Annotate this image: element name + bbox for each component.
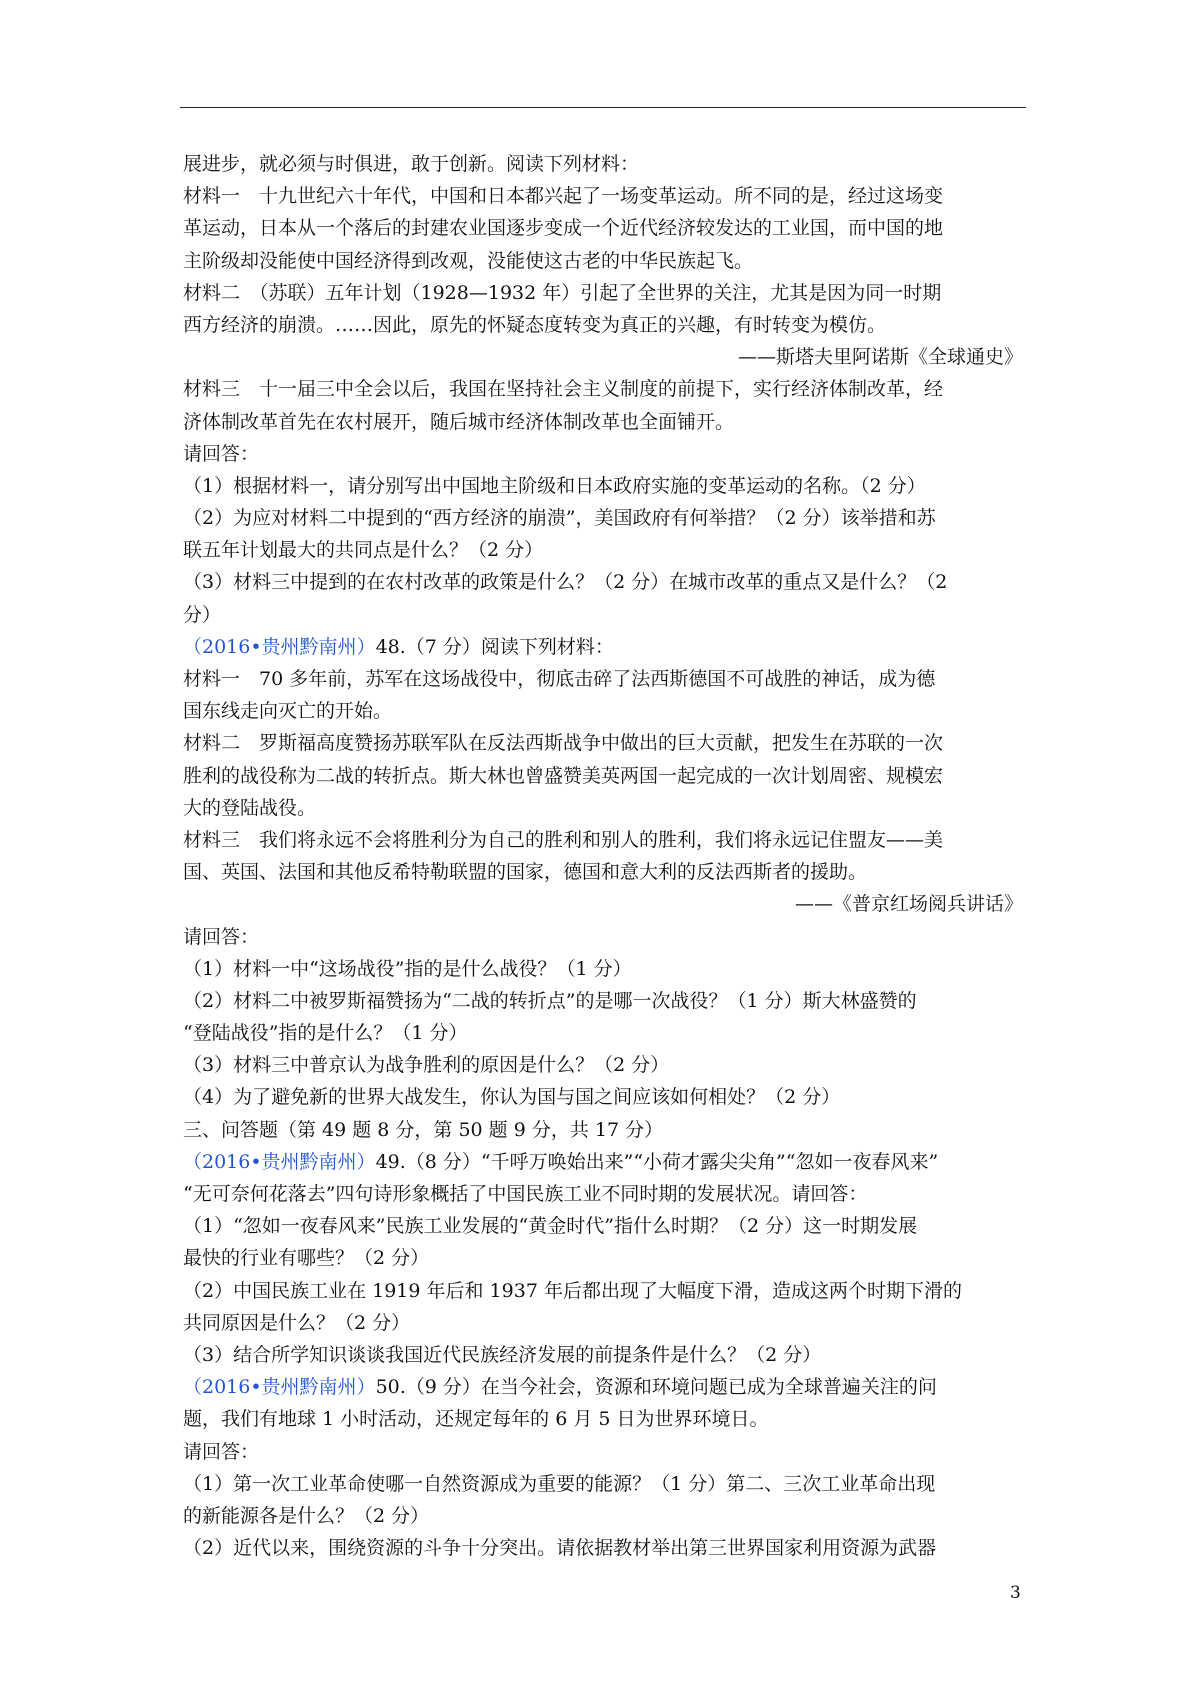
line-text: 材料二 （苏联）五年计划（1928—1932 年）引起了全世界的关注，尤其是因为同一时期 [183, 281, 942, 304]
line-text: 48.（7 分）阅读下列材料： [375, 635, 614, 658]
text-line [183, 406, 1029, 438]
text-line [183, 985, 1029, 1017]
line-text: 材料三 我们将永远不会将胜利分为自己的胜利和别人的胜利，我们将永远记住盟友——美 [183, 828, 944, 851]
text-line [183, 663, 1029, 695]
line-text: （1）“忽如一夜春风来”民族工业发展的“黄金时代”指什么时期？（2 分）这一时期发展 [183, 1215, 918, 1238]
line-text: 材料三 十一届三中全会以后，我国在坚持社会主义制度的前提下，实行经济体制改革，经 [183, 378, 944, 401]
text-line [183, 502, 1029, 534]
text-line [183, 1081, 1029, 1113]
text-line [183, 1275, 1029, 1307]
text-line [183, 1532, 1029, 1564]
line-text: （2）中国民族工业在 1919 年后和 1937 年后都出现了大幅度下滑，造成这两个时期下滑的 [183, 1279, 962, 1302]
text-line [183, 1436, 1029, 1468]
line-text: 材料一 十九世纪六十年代，中国和日本都兴起了一场变革运动。所不同的是，经过这场变 [183, 185, 944, 208]
line-text: 的新能源各是什么？（2 分） [183, 1504, 430, 1527]
page-content [183, 148, 1029, 1564]
text-line [183, 1146, 1029, 1178]
question-source: （2016•贵州黔南州） [183, 1376, 376, 1399]
text-line [183, 760, 1029, 792]
text-line [183, 180, 1029, 212]
line-text: 请回答： [183, 442, 260, 465]
text-line [183, 245, 1029, 277]
line-text: （3）材料三中普京认为战争胜利的原因是什么？（2 分） [183, 1054, 670, 1077]
text-line [183, 1242, 1029, 1274]
line-text: 大的登陆战役。 [183, 796, 317, 819]
line-text: 西方经济的崩溃。……因此，原先的怀疑态度转变为真正的兴趣，有时转变为模仿。 [183, 313, 887, 336]
page-number: 3 [1010, 1583, 1021, 1603]
line-text: 题，我们有地球 1 小时活动，还规定每年的 6 月 5 日为世界环境日。 [183, 1408, 769, 1431]
line-text: （2）材料二中被罗斯福赞扬为“二战的转折点”的是哪一次战役？（1 分）斯大林盛赞的 [183, 989, 917, 1012]
text-line [183, 1468, 1029, 1500]
text-line [183, 1371, 1029, 1403]
text-line [183, 1210, 1029, 1242]
text-line [183, 695, 1029, 727]
line-text: 共同原因是什么？（2 分） [183, 1311, 411, 1334]
text-line [183, 1403, 1029, 1435]
line-text: ——《普京红场阅兵讲话》 [794, 893, 1023, 916]
line-text: （2）近代以来，围绕资源的斗争十分突出。请依据教材举出第三世界国家利用资源为武器 [183, 1537, 937, 1560]
text-line [183, 1178, 1029, 1210]
citation-line [183, 888, 1029, 920]
line-text: 请回答： [183, 925, 260, 948]
question-source: （2016•贵州黔南州） [183, 635, 376, 658]
line-text: （4）为了避免新的世界大战发生，你认为国与国之间应该如何相处？（2 分） [183, 1086, 841, 1109]
line-text: 材料一 70 多年前，苏军在这场战役中，彻底击碎了法西斯德国不可战胜的神话，成为德 [183, 668, 936, 690]
text-line [183, 309, 1029, 341]
line-text: （2）为应对材料二中提到的“西方经济的崩溃”，美国政府有何举措？（2 分）该举措和苏 [183, 507, 936, 530]
line-text: 展进步，就必须与时俱进，敢于创新。阅读下列材料： [183, 153, 640, 175]
line-text: （3）结合所学知识谈谈我国近代民族经济发展的前提条件是什么？（2 分） [183, 1343, 822, 1366]
text-line [183, 727, 1029, 759]
text-line [183, 470, 1029, 502]
line-text: （1）根据材料一，请分别写出中国地主阶级和日本政府实施的变革运动的名称。（2 分） [183, 474, 926, 497]
text-line [183, 824, 1029, 856]
line-text: 胜利的战役称为二战的转折点。斯大林也曾盛赞美英两国一起完成的一次计划周密、规模宏 [183, 764, 944, 787]
line-text: 联五年计划最大的共同点是什么？（2 分） [183, 539, 544, 562]
text-line [183, 856, 1029, 888]
line-text: 济体制改革首先在农村展开，随后城市经济体制改革也全面铺开。 [183, 410, 735, 433]
question-source: （2016•贵州黔南州） [183, 1150, 376, 1173]
text-line [183, 566, 1029, 598]
line-text: 国东线走向灭亡的开始。 [183, 700, 393, 723]
line-text: 50.（9 分）在当今社会，资源和环境问题已成为全球普遍关注的问 [375, 1376, 937, 1399]
text-line [183, 534, 1029, 566]
text-line [183, 953, 1029, 985]
text-line [183, 631, 1029, 663]
header-rule [180, 107, 1026, 108]
line-text: 请回答： [183, 1440, 260, 1463]
text-line [183, 373, 1029, 405]
line-text: （3）材料三中提到的在农村改革的政策是什么？（2 分）在城市改革的重点又是什么？（2 [183, 571, 948, 594]
text-line [183, 1049, 1029, 1081]
text-line [183, 148, 1029, 180]
text-line [183, 921, 1029, 953]
citation-line [183, 341, 1029, 373]
text-line [183, 599, 1029, 631]
line-text: “登陆战役”指的是什么？（1 分） [183, 1022, 468, 1045]
text-line [183, 277, 1029, 309]
line-text: “无可奈何花落去”四句诗形象概括了中国民族工业不同时期的发展状况。请回答： [183, 1183, 868, 1205]
line-text: 最快的行业有哪些？（2 分） [183, 1247, 430, 1270]
text-line [183, 1017, 1029, 1049]
text-line [183, 1339, 1029, 1371]
text-line [183, 792, 1029, 824]
line-text: 材料二 罗斯福高度赞扬苏联军队在反法西斯战争中做出的巨大贡献，把发生在苏联的一次 [183, 732, 944, 755]
line-text: 三、问答题（第 49 题 8 分，第 50 题 9 分，共 17 分） [183, 1118, 664, 1141]
line-text: 革运动，日本从一个落后的封建农业国逐步变成一个近代经济较发达的工业国，而中国的地 [183, 217, 944, 240]
line-text: 49.（8 分）“千呼万唤始出来”“小荷才露尖尖角”“忽如一夜春风来” [375, 1150, 939, 1173]
line-text: 主阶级却没能使中国经济得到改观，没能使这古老的中华民族起飞。 [183, 249, 754, 272]
text-line [183, 1114, 1029, 1146]
text-line [183, 1307, 1029, 1339]
text-line [183, 1500, 1029, 1532]
line-text: ——斯塔夫里阿诺斯《全球通史》 [737, 346, 1023, 369]
text-line [183, 438, 1029, 470]
line-text: （1）第一次工业革命使哪一自然资源成为重要的能源？（1 分）第二、三次工业革命出现 [183, 1472, 936, 1495]
line-text: 分） [183, 603, 222, 626]
line-text: 国、英国、法国和其他反希特勒联盟的国家，德国和意大利的反法西斯者的援助。 [183, 861, 868, 884]
line-text: （1）材料一中“这场战役”指的是什么战役？（1 分） [183, 957, 632, 980]
text-line [183, 212, 1029, 244]
